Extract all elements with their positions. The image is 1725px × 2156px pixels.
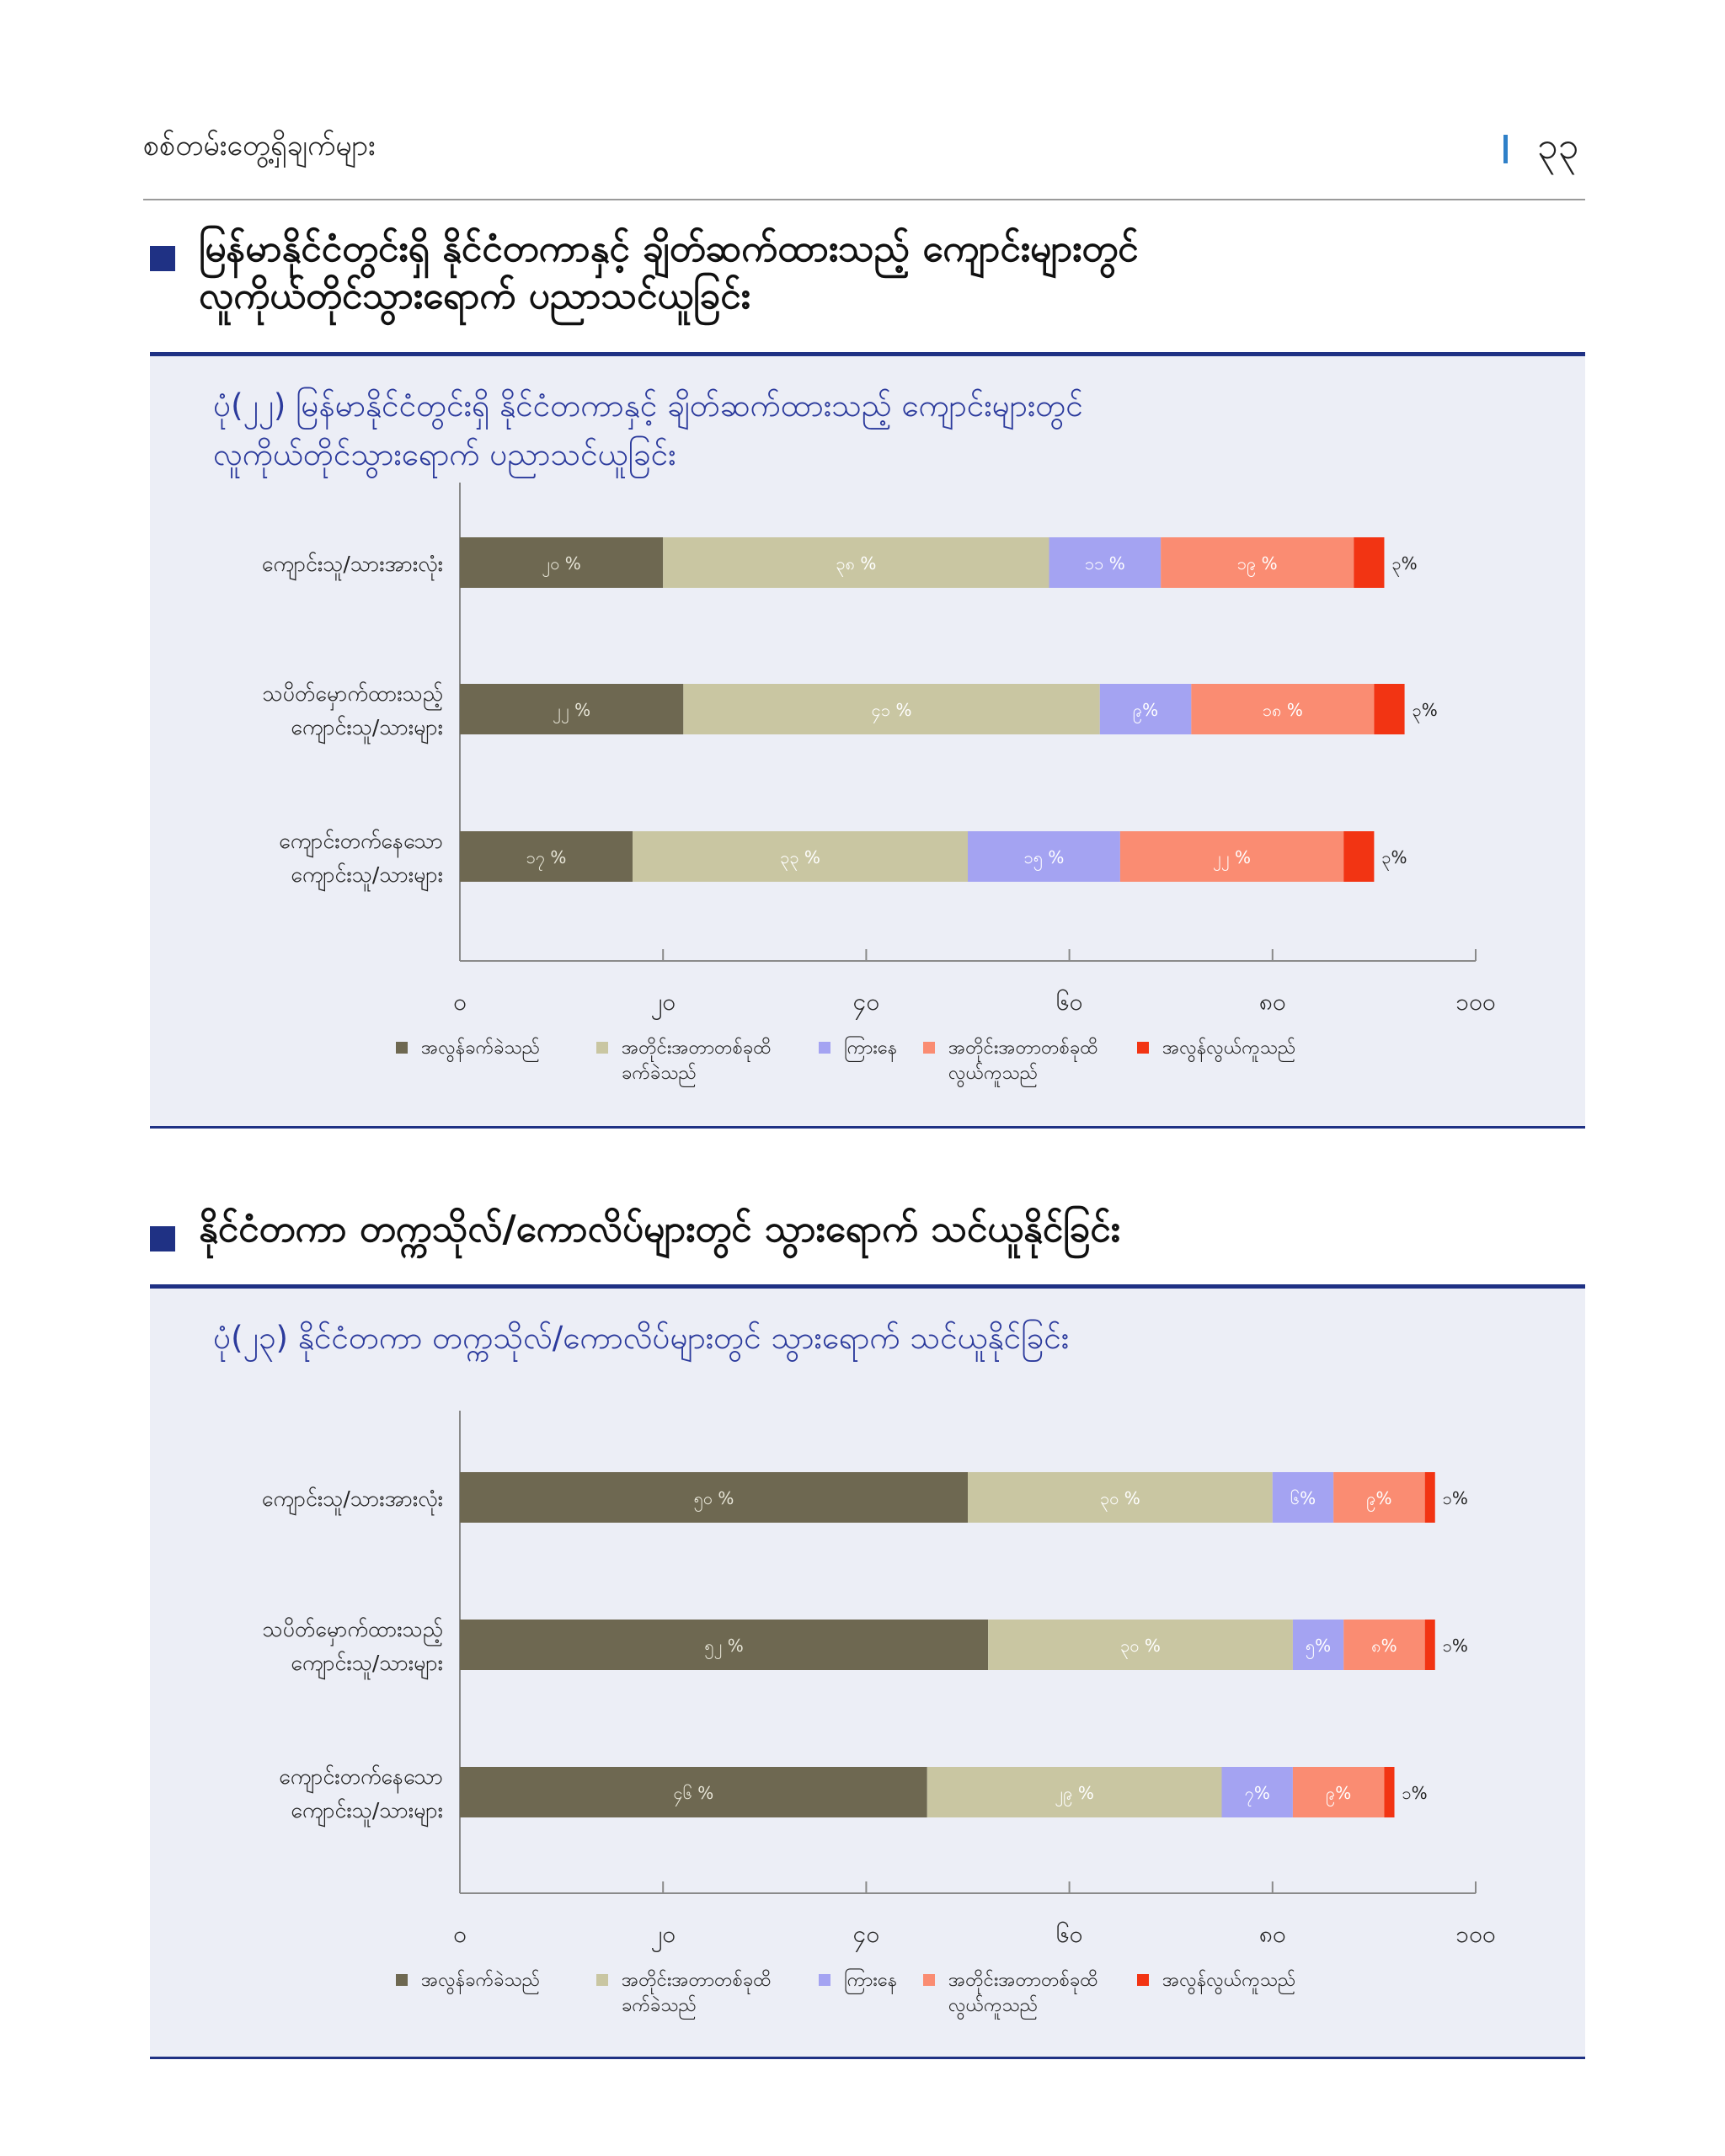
page-number: ၃၃ [1537, 125, 1579, 168]
section-heading-1 [150, 226, 1139, 320]
data-label: ၉% [1366, 1488, 1392, 1508]
data-label: ၈% [1371, 1636, 1397, 1656]
bar-segment [1354, 537, 1384, 588]
category-label: ကျောင်းသူ/သားအားလုံး [261, 1486, 443, 1511]
category-label: ကျောင်းတက်နေသော [279, 829, 443, 853]
x-tick-label: ၁၀၀ [1455, 988, 1496, 1016]
category-label: သပိတ်မှောက်ထားသည့် [262, 681, 443, 706]
bar-segment [1384, 1767, 1394, 1817]
bar-segment [1374, 684, 1404, 734]
data-label: ၁၈ % [1262, 700, 1303, 720]
section-heading-line: နိုင်ငံတကာ တက္ကသိုလ်/ကောလိပ်များတွင် သွားရောက် သင်ယူနိုင်ခြင်း [199, 1208, 1120, 1251]
bar-segment [1343, 831, 1374, 882]
data-label: ၃၃ % [780, 847, 820, 867]
x-tick-label: ၈၀ [1258, 1920, 1286, 1948]
data-label: ၂၀ % [542, 553, 581, 574]
data-label: ၃% [1391, 553, 1418, 574]
category-label: ကျောင်းသူ/သားများ [291, 1798, 443, 1822]
legend-swatch [1137, 1042, 1149, 1054]
data-label: ၁၇ % [526, 847, 567, 867]
figure-title-line: ပုံ(၂၂) မြန်မာနိုင်ငံတွင်းရှိ နိုင်ငံတကာနှင့် ချိတ်ဆက်ထားသည့် ကျောင်းများတွင် [213, 387, 1083, 424]
legend-label: လွယ်ကူသည် [948, 1063, 1039, 1084]
data-label: ၃၈ % [836, 553, 877, 574]
data-label: ၁% [1442, 1488, 1468, 1508]
x-tick-label: ၄၀ [852, 988, 880, 1016]
legend-label: အလွန်ခက်ခဲသည် [421, 1038, 541, 1059]
data-label: ၃၀ % [1099, 1488, 1140, 1508]
data-label: ၃% [1412, 700, 1438, 720]
x-tick-label: ၁၀၀ [1455, 1920, 1496, 1948]
legend-swatch [819, 1042, 830, 1054]
running-header: စစ်တမ်းတွေ့ရှိချက်များ [143, 129, 376, 163]
legend-swatch [1137, 1974, 1149, 1986]
x-tick-label: ၂၀ [650, 988, 676, 1016]
figure-panel-23 [150, 1284, 1585, 2059]
x-tick-label: ၈၀ [1258, 988, 1286, 1016]
legend-label: အလွန်လွယ်ကူသည် [1162, 1038, 1296, 1059]
figure-panel-22 [150, 352, 1585, 1129]
bullet-square-icon [150, 1226, 175, 1251]
legend-swatch [396, 1974, 408, 1986]
data-label: ၇% [1244, 1783, 1270, 1803]
legend-label: အလွန်လွယ်ကူသည် [1162, 1970, 1296, 1991]
data-label: ၂၂ % [1213, 847, 1252, 867]
stacked-bar-chart-22 [150, 356, 1585, 1133]
header-accent-bar [1503, 135, 1508, 163]
data-label: ၅၂ % [704, 1636, 744, 1656]
bullet-square-icon [150, 246, 175, 271]
data-label: ၁% [1402, 1783, 1428, 1803]
data-label: ၂၂ % [553, 700, 591, 720]
data-label: ၉% [1132, 700, 1159, 720]
legend-swatch [396, 1042, 408, 1054]
bar-segment [1425, 1620, 1435, 1670]
category-label: ကျောင်းသူ/သားများ [291, 1651, 443, 1675]
data-label: ၃% [1381, 847, 1407, 867]
legend-label: အတိုင်းအတာတစ်ခုထိ [948, 1038, 1098, 1059]
section-heading-line: မြန်မာနိုင်ငံတွင်းရှိ နိုင်ငံတကာနှင့် ချိတ်ဆက်ထားသည့် ကျောင်းများတွင် [199, 227, 1139, 270]
data-label: ၁၁ % [1084, 553, 1125, 574]
bar-segment [1425, 1472, 1435, 1523]
legend-swatch [923, 1042, 935, 1054]
legend-label: အတိုင်းအတာတစ်ခုထိ [622, 1038, 772, 1059]
legend-label: ကြားနေ [844, 1970, 898, 1991]
data-label: ၁% [1442, 1636, 1468, 1656]
data-label: ၄၆ % [673, 1783, 714, 1803]
data-label: ၆% [1290, 1488, 1316, 1508]
section-heading-2 [150, 1206, 1120, 1253]
data-label: ၃၀ % [1120, 1636, 1161, 1656]
x-tick-label: ၀ [453, 988, 467, 1016]
legend-label: အတိုင်းအတာတစ်ခုထိ [948, 1970, 1098, 1991]
section-heading-line: လူကိုယ်တိုင်သွားရောက် ပညာသင်ယူခြင်း [199, 275, 750, 318]
x-tick-label: ၆၀ [1055, 988, 1083, 1016]
x-tick-label: ၆၀ [1055, 1920, 1083, 1948]
legend-swatch [923, 1974, 935, 1986]
legend-label: ခက်ခဲသည် [622, 1995, 697, 2016]
header-rule [143, 199, 1585, 200]
legend-label: အတိုင်းအတာတစ်ခုထိ [622, 1970, 772, 1991]
category-label: ကျောင်းတက်နေသော [279, 1764, 443, 1789]
category-label: ကျောင်းသူ/သားများ [291, 715, 443, 739]
stacked-bar-chart-23 [150, 1289, 1585, 2063]
legend-label: လွယ်ကူသည် [948, 1995, 1039, 2016]
legend-swatch [819, 1974, 830, 1986]
data-label: ၅၀ % [693, 1488, 734, 1508]
data-label: ၁၅ % [1023, 847, 1065, 867]
x-tick-label: ၂၀ [650, 1920, 676, 1948]
figure-title-line: လူကိုယ်တိုင်သွားရောက် ပညာသင်ယူခြင်း [213, 436, 676, 472]
legend-label: ကြားနေ [844, 1038, 898, 1059]
data-label: ၂၉ % [1055, 1783, 1094, 1803]
figure-title-line: ပုံ(၂၃) နိုင်ငံတကာ တက္ကသိုလ်/ကောလိပ်များတွင် သွားရောက် သင်ယူနိုင်ခြင်း [213, 1320, 1070, 1356]
x-tick-label: ၀ [453, 1920, 467, 1948]
data-label: ၄၁ % [871, 700, 912, 720]
legend-swatch [596, 1042, 608, 1054]
data-label: ၁၉ % [1236, 553, 1278, 574]
legend-swatch [596, 1974, 608, 1986]
data-label: ၅% [1305, 1636, 1332, 1656]
legend-label: ခက်ခဲသည် [622, 1063, 697, 1084]
category-label: သပိတ်မှောက်ထားသည့် [262, 1617, 443, 1641]
legend-label: အလွန်ခက်ခဲသည် [421, 1970, 541, 1991]
x-tick-label: ၄၀ [852, 1920, 880, 1948]
category-label: ကျောင်းသူ/သားအားလုံး [261, 552, 443, 576]
data-label: ၉% [1326, 1783, 1352, 1803]
category-label: ကျောင်းသူ/သားများ [291, 862, 443, 887]
